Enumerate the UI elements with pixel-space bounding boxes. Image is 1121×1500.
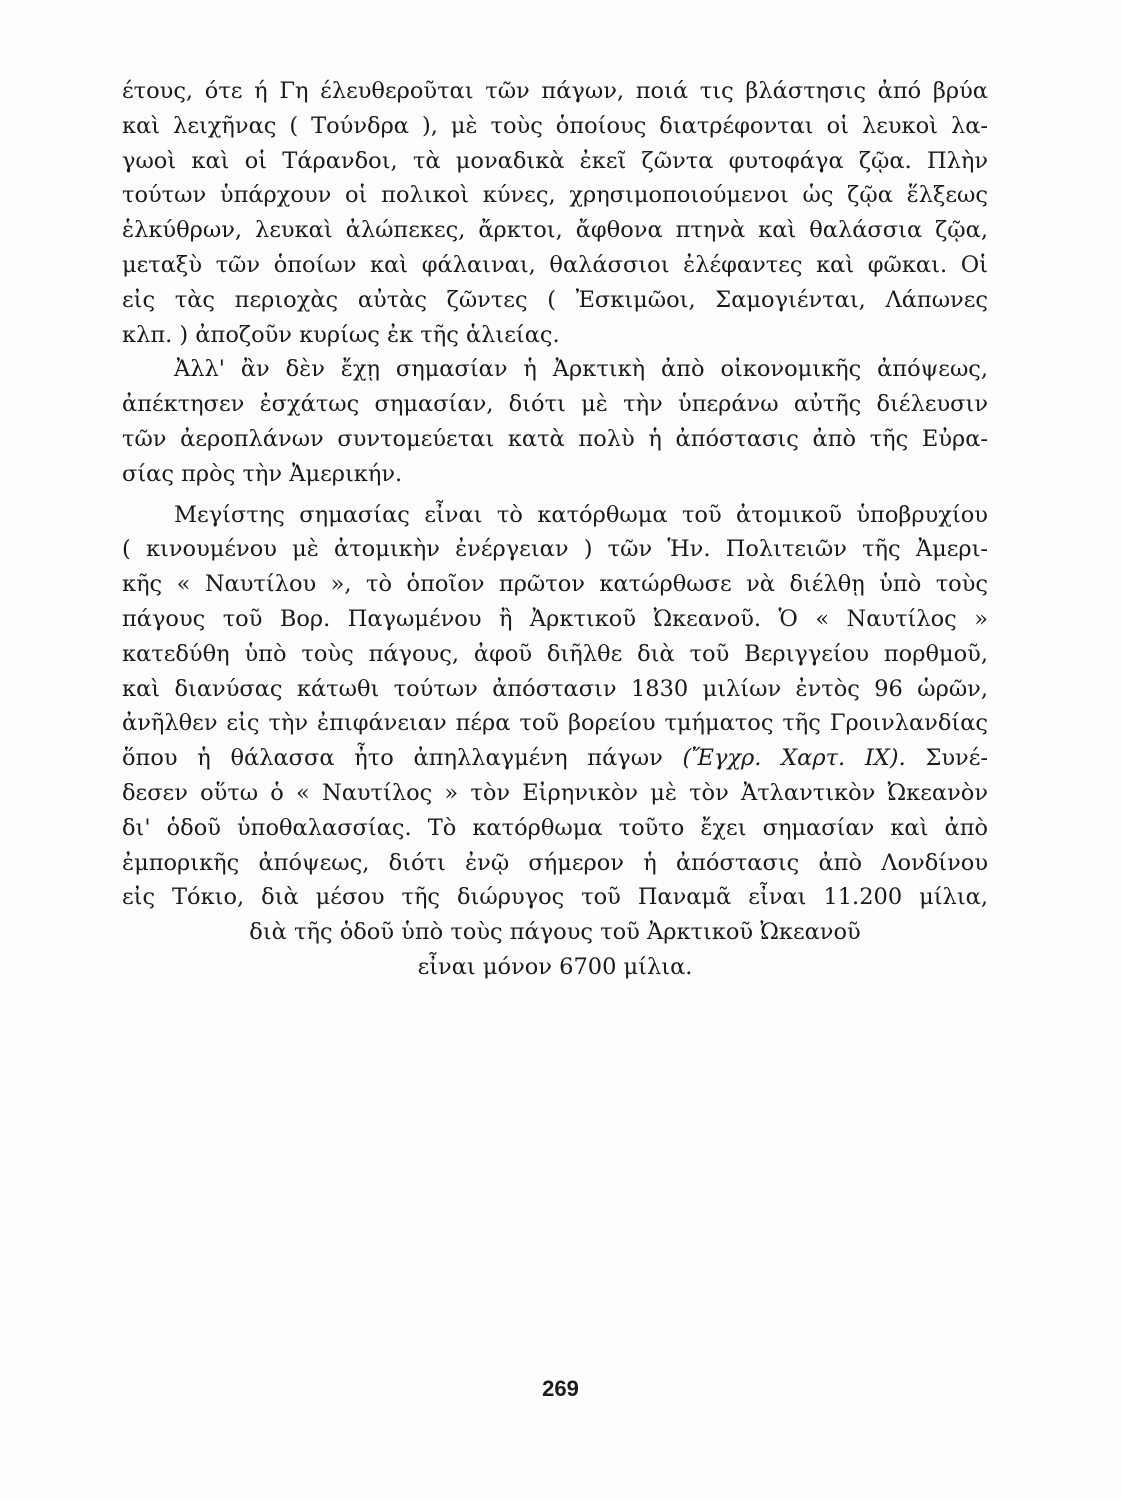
text-line: γωοὶ καὶ οἱ Τάρανδοι, τὰ μοναδικὰ ἐκεῖ ζῶντα φυτοφάγα ζῷα. Πλὴν [122,147,989,174]
map-reference: (Ἔγχρ. Χαρτ. IX). [682,745,906,772]
body-text [122,74,988,985]
text-line: κῆς « Ναυτίλου », τὸ ὁποῖον πρῶτον κατώρθωσε νὰ διέλθῃ ὑπὸ τοὺς [122,571,988,598]
text-line: μεταξὺ τῶν ὁποίων καὶ φάλαιναι, θαλάσσιοι ἐλέφαντες καὶ φῶκαι. Οἱ [122,251,988,278]
text-line: ἐμπορικῆς ἀπόψεως, διότι ἐνῷ σήμερον ἡ ἀπόστασις ἀπὸ Λονδίνου [122,849,989,876]
text-line: κατεδύθη ὑπὸ τοὺς πάγους, ἀφοῦ διῆλθε διὰ τοῦ Βεριγγείου πορθμοῦ, [122,640,988,667]
text-line: Μεγίστης σημασίας εἶναι τὸ κατόρθωμα τοῦ ἀτομικοῦ ὑποβρυχίου [174,501,988,528]
text-line: ἀπέκτησεν ἐσχάτως σημασίαν, διότι μὲ τὴν ὑπεράνω αὐτῆς διέλευσιν [122,391,989,418]
text-line: καὶ διανύσας κάτωθι τούτων ἀπόστασιν 1830 μιλίων ἐντὸς 96 ὡρῶν, [122,675,988,702]
text-line: τούτων ὑπάρχουν οἱ πολικοὶ κύνες, χρησιμοποιούμενοι ὡς ζῷα ἕλξεως [122,182,988,209]
text-segment: ὅπου ἡ θάλασσα ἦτο ἀπηλλαγμένη πάγων [122,745,663,772]
text-line: καὶ λειχῆνας ( Τούνδρα ), μὲ τοὺς ὁποίους διατρέφονται οἱ λευκοὶ λα- [122,112,988,139]
page-number: 269 [542,1376,579,1401]
paragraph-3 [122,498,988,985]
text-line: ( κινουμένου μὲ ἀτομικὴν ἐνέργειαν ) τῶν Ἡν. Πολιτειῶν τῆς Ἀμερι- [122,536,988,563]
paragraph-1 [122,74,988,352]
text-line: εἰς Τόκιο, διὰ μέσου τῆς διώρυγος τοῦ Παναμᾶ εἶναι 11.200 μίλια, [122,884,988,911]
text-line: δι' ὁδοῦ ὑποθαλασσίας. Τὸ κατόρθωμα τοῦτο ἔχει σημασίαν καὶ ἀπὸ [122,814,989,841]
text-line: εἰς τὰς περιοχὰς αὐτὰς ζῶντες ( Ἐσκιμῶοι, Σαμογιένται, Λάπωνες [122,286,988,313]
text-line: ἀνῆλθεν εἰς τὴν ἐπιφάνειαν πέρα τοῦ βορείου τμήματος τῆς Γροινλανδίας [122,710,989,737]
centered-line: διὰ τῆς ὁδοῦ ὑπὸ τοὺς πάγους τοῦ Ἀρκτικοῦ Ὠκεανοῦ [249,919,861,946]
text-line: δεσεν οὕτω ὁ « Ναυτίλος » τὸν Εἰρηνικὸν μὲ τὸν Ἀτλαντικὸν Ὠκεανὸν [122,779,988,806]
centered-line: εἶναι μόνον 6700 μίλια. [417,953,693,980]
text-line: κλπ. ) ἀποζοῦν κυρίως ἐκ τῆς ἁλιείας. [122,321,560,348]
text-line: Ἀλλ' ἂν δὲν ἔχῃ σημασίαν ἡ Ἀρκτικὴ ἀπὸ οἰκονομικῆς ἀπόψεως, [174,356,989,383]
text-line [122,741,988,776]
paragraph-2 [122,352,988,491]
text-line: τῶν ἀεροπλάνων συντομεύεται κατὰ πολὺ ἡ ἀπόστασις ἀπὸ τῆς Εὐρα- [122,425,989,452]
text-line: σίας πρὸς τὴν Ἀμερικήν. [122,460,403,487]
text-line: ἑλκύθρων, λευκαὶ ἀλώπεκες, ἄρκτοι, ἄφθονα πτηνὰ καὶ θαλάσσια ζῷα, [122,217,988,244]
text-segment: Συνέ- [925,745,988,772]
text-line: έτους, ότε ή Γη έλευθεροῦται τῶν πάγων, ποιά τις βλάστησις ἀπό βρύα [122,78,988,104]
text-line: πάγους τοῦ Βορ. Παγωμένου ἢ Ἀρκτικοῦ Ὠκεανοῦ. Ὁ « Ναυτίλος » [122,605,989,632]
